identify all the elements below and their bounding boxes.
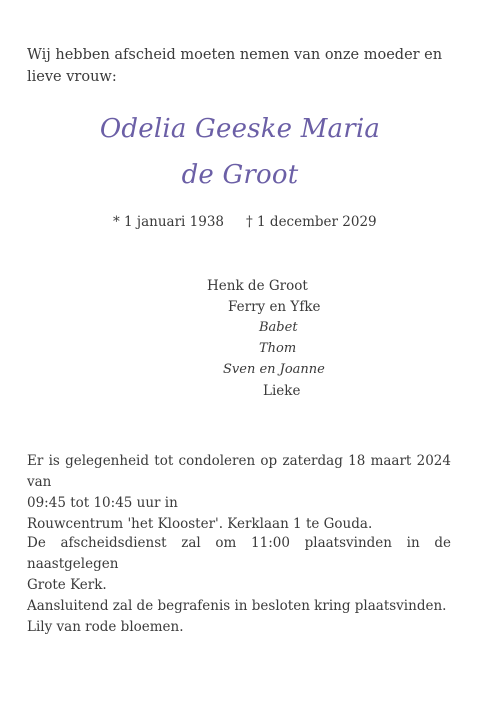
service-line: Lily van rode bloemen.	[27, 619, 184, 635]
deceased-name: Odelia Geeske Maria	[99, 114, 381, 144]
condolence-paragraph	[27, 451, 451, 535]
condolence-line: Er is gelegenheid tot condoleren op zaterdag 18 maart 2024 van	[27, 453, 451, 490]
intro-text	[27, 44, 451, 88]
service-line: Aansluitend zal de begrafenis in besloten kring plaatsvinden.	[27, 598, 447, 614]
family-member: Babet	[259, 320, 298, 335]
condolence-line: 09:45 tot 10:45 uur in	[27, 495, 178, 511]
condolence-line: Rouwcentrum 'het Klooster'. Kerklaan 1 te Gouda.	[27, 516, 373, 532]
intro-line: lieve vrouw:	[27, 69, 117, 85]
deceased-surname: de Groot	[181, 160, 299, 190]
service-paragraph	[27, 533, 451, 638]
family-member: Sven en Joanne	[223, 362, 325, 377]
service-line: De afscheidsdienst zal om 11:00 plaatsvinden in de naastgelegen	[27, 535, 451, 572]
birth-date: * 1 januari 1938	[113, 214, 225, 230]
death-date: † 1 december 2029	[246, 214, 377, 230]
family-member: Ferry en Yfke	[228, 299, 321, 315]
family-member: Henk de Groot	[207, 278, 308, 294]
intro-line: Wij hebben afscheid moeten nemen van onze moeder en	[27, 47, 443, 63]
family-member: Thom	[259, 341, 297, 356]
service-line: Grote Kerk.	[27, 577, 107, 593]
family-member: Lieke	[263, 383, 301, 399]
